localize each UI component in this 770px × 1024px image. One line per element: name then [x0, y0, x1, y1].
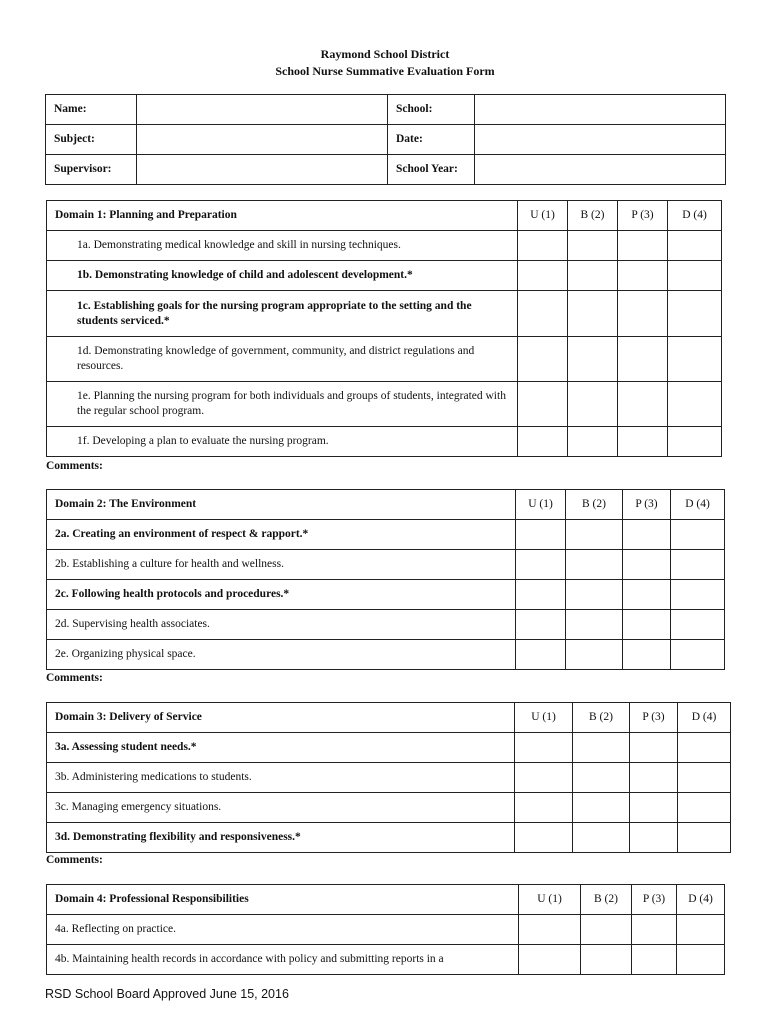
footer-approval: RSD School Board Approved June 15, 2016 [45, 987, 289, 1001]
rating-cell-u[interactable] [515, 823, 573, 853]
rating-cell-u[interactable] [518, 382, 568, 427]
form-title: School Nurse Summative Evaluation Form [275, 64, 495, 78]
indicator-text: 4a. Reflecting on practice. [47, 915, 519, 945]
rating-cell-p[interactable] [623, 550, 671, 580]
domain-3-table [46, 702, 731, 853]
table-row [47, 915, 725, 945]
rating-cell-u[interactable] [518, 231, 568, 261]
table-row [47, 291, 722, 337]
rating-header-p: P (3) [630, 703, 678, 733]
rating-cell-d[interactable] [677, 945, 725, 975]
rating-cell-u[interactable] [516, 610, 566, 640]
rating-cell-b[interactable] [568, 427, 618, 457]
supervisor-label: Supervisor: [46, 155, 137, 185]
indicator-text: 1c. Establishing goals for the nursing program appropriate to the setting and the students serviced.* [47, 291, 518, 337]
rating-cell-u[interactable] [516, 580, 566, 610]
table-row [47, 580, 725, 610]
indicator-text: 3a. Assessing student needs.* [47, 733, 515, 763]
rating-cell-d[interactable] [678, 823, 731, 853]
table-row [47, 520, 725, 550]
rating-cell-p[interactable] [618, 291, 668, 337]
table-row [47, 610, 725, 640]
school-field[interactable] [475, 95, 726, 125]
rating-cell-p[interactable] [632, 945, 677, 975]
rating-cell-p[interactable] [618, 382, 668, 427]
indicator-text: 1f. Developing a plan to evaluate the nursing program. [47, 427, 518, 457]
rating-cell-d[interactable] [678, 793, 731, 823]
table-row [47, 550, 725, 580]
rating-header-b: B (2) [581, 885, 632, 915]
rating-cell-d[interactable] [671, 580, 725, 610]
rating-header-u: U (1) [519, 885, 581, 915]
supervisor-field[interactable] [137, 155, 388, 185]
indicator-text: 2c. Following health protocols and procedures.* [47, 580, 516, 610]
rating-cell-u[interactable] [518, 427, 568, 457]
table-row [47, 382, 722, 427]
domain-1-comments-label: Comments: [46, 460, 103, 472]
rating-cell-d[interactable] [668, 291, 722, 337]
table-row [47, 261, 722, 291]
indicator-text: 4b. Maintaining health records in accordance with policy and submitting reports in a [47, 945, 519, 975]
indicator-text: 1d. Demonstrating knowledge of government, community, and district regulations and resources. [47, 337, 518, 382]
rating-cell-b[interactable] [568, 291, 618, 337]
rating-header-u: U (1) [518, 201, 568, 231]
info-table [45, 94, 726, 185]
rating-header-b: B (2) [568, 201, 618, 231]
rating-cell-d[interactable] [671, 550, 725, 580]
rating-cell-b[interactable] [566, 610, 623, 640]
rating-cell-p[interactable] [623, 610, 671, 640]
school-year-field[interactable] [475, 155, 726, 185]
table-row [47, 427, 722, 457]
domain-1-table [46, 200, 722, 457]
rating-cell-p[interactable] [630, 823, 678, 853]
table-row [47, 763, 731, 793]
subject-label: Subject: [46, 125, 137, 155]
rating-cell-b[interactable] [568, 382, 618, 427]
subject-field[interactable] [137, 125, 388, 155]
rating-cell-p[interactable] [623, 520, 671, 550]
rating-cell-d[interactable] [671, 640, 725, 670]
rating-cell-u[interactable] [519, 915, 581, 945]
rating-cell-u[interactable] [518, 261, 568, 291]
domain-2-comments-label: Comments: [46, 672, 103, 684]
rating-cell-d[interactable] [678, 733, 731, 763]
rating-header-b: B (2) [566, 490, 623, 520]
rating-header-p: P (3) [632, 885, 677, 915]
rating-cell-p[interactable] [630, 793, 678, 823]
rating-cell-b[interactable] [566, 640, 623, 670]
rating-cell-p[interactable] [618, 261, 668, 291]
rating-cell-b[interactable] [566, 580, 623, 610]
indicator-text: 1e. Planning the nursing program for both individuals and groups of students, integrated with the regular school program. [47, 382, 518, 427]
rating-cell-p[interactable] [618, 427, 668, 457]
domain-3-title: Domain 3: Delivery of Service [47, 703, 515, 733]
rating-cell-b[interactable] [568, 261, 618, 291]
rating-cell-p[interactable] [618, 337, 668, 382]
table-row [47, 823, 731, 853]
rating-cell-d[interactable] [671, 520, 725, 550]
domain-4-table [46, 884, 725, 975]
date-field[interactable] [475, 125, 726, 155]
rating-header-p: P (3) [623, 490, 671, 520]
table-row [47, 945, 725, 975]
rating-header-b: B (2) [573, 703, 630, 733]
rating-cell-p[interactable] [630, 763, 678, 793]
rating-cell-b[interactable] [573, 733, 630, 763]
rating-cell-b[interactable] [573, 823, 630, 853]
rating-cell-p[interactable] [623, 640, 671, 670]
rating-cell-p[interactable] [618, 231, 668, 261]
table-row [47, 337, 722, 382]
indicator-text: 2e. Organizing physical space. [47, 640, 516, 670]
name-label: Name: [46, 95, 137, 125]
rating-cell-u[interactable] [515, 793, 573, 823]
table-row [47, 231, 722, 261]
domain-2-table [46, 489, 725, 670]
rating-header-d: D (4) [671, 490, 725, 520]
rating-cell-d[interactable] [677, 915, 725, 945]
rating-cell-d[interactable] [678, 763, 731, 793]
domain-3-comments-label: Comments: [46, 854, 103, 866]
rating-cell-b[interactable] [581, 945, 632, 975]
rating-cell-b[interactable] [566, 550, 623, 580]
rating-header-d: D (4) [668, 201, 722, 231]
rating-cell-d[interactable] [668, 337, 722, 382]
rating-cell-u[interactable] [519, 945, 581, 975]
domain-2-title: Domain 2: The Environment [47, 490, 516, 520]
indicator-text: 2d. Supervising health associates. [47, 610, 516, 640]
rating-cell-p[interactable] [623, 580, 671, 610]
rating-cell-u[interactable] [516, 550, 566, 580]
rating-header-d: D (4) [678, 703, 731, 733]
table-row [47, 733, 731, 763]
rating-cell-u[interactable] [516, 520, 566, 550]
rating-cell-b[interactable] [566, 520, 623, 550]
rating-cell-u[interactable] [515, 733, 573, 763]
rating-cell-d[interactable] [668, 382, 722, 427]
name-field[interactable] [137, 95, 388, 125]
rating-cell-d[interactable] [668, 231, 722, 261]
domain-4-title: Domain 4: Professional Responsibilities [47, 885, 519, 915]
rating-cell-b[interactable] [568, 231, 618, 261]
domain-1-title: Domain 1: Planning and Preparation [47, 201, 518, 231]
rating-cell-u[interactable] [515, 763, 573, 793]
rating-header-d: D (4) [677, 885, 725, 915]
rating-cell-b[interactable] [581, 915, 632, 945]
rating-header-p: P (3) [618, 201, 668, 231]
rating-cell-p[interactable] [630, 733, 678, 763]
indicator-text: 2b. Establishing a culture for health and wellness. [47, 550, 516, 580]
indicator-text: 1b. Demonstrating knowledge of child and adolescent development.* [47, 261, 518, 291]
rating-header-u: U (1) [516, 490, 566, 520]
table-row [47, 640, 725, 670]
rating-cell-d[interactable] [668, 427, 722, 457]
rating-cell-b[interactable] [573, 763, 630, 793]
indicator-text: 3d. Demonstrating flexibility and responsiveness.* [47, 823, 515, 853]
rating-cell-b[interactable] [568, 337, 618, 382]
indicator-text: 3b. Administering medications to students. [47, 763, 515, 793]
school-label: School: [388, 95, 475, 125]
table-row [47, 793, 731, 823]
district-name: Raymond School District [320, 47, 450, 61]
indicator-text: 1a. Demonstrating medical knowledge and skill in nursing techniques. [47, 231, 518, 261]
school-year-label: School Year: [388, 155, 475, 185]
rating-cell-u[interactable] [518, 291, 568, 337]
date-label: Date: [388, 125, 475, 155]
rating-cell-p[interactable] [632, 915, 677, 945]
rating-header-u: U (1) [515, 703, 573, 733]
indicator-text: 3c. Managing emergency situations. [47, 793, 515, 823]
indicator-text: 2a. Creating an environment of respect & rapport.* [47, 520, 516, 550]
rating-cell-d[interactable] [668, 261, 722, 291]
rating-cell-u[interactable] [516, 640, 566, 670]
rating-cell-b[interactable] [573, 793, 630, 823]
rating-cell-d[interactable] [671, 610, 725, 640]
rating-cell-u[interactable] [518, 337, 568, 382]
